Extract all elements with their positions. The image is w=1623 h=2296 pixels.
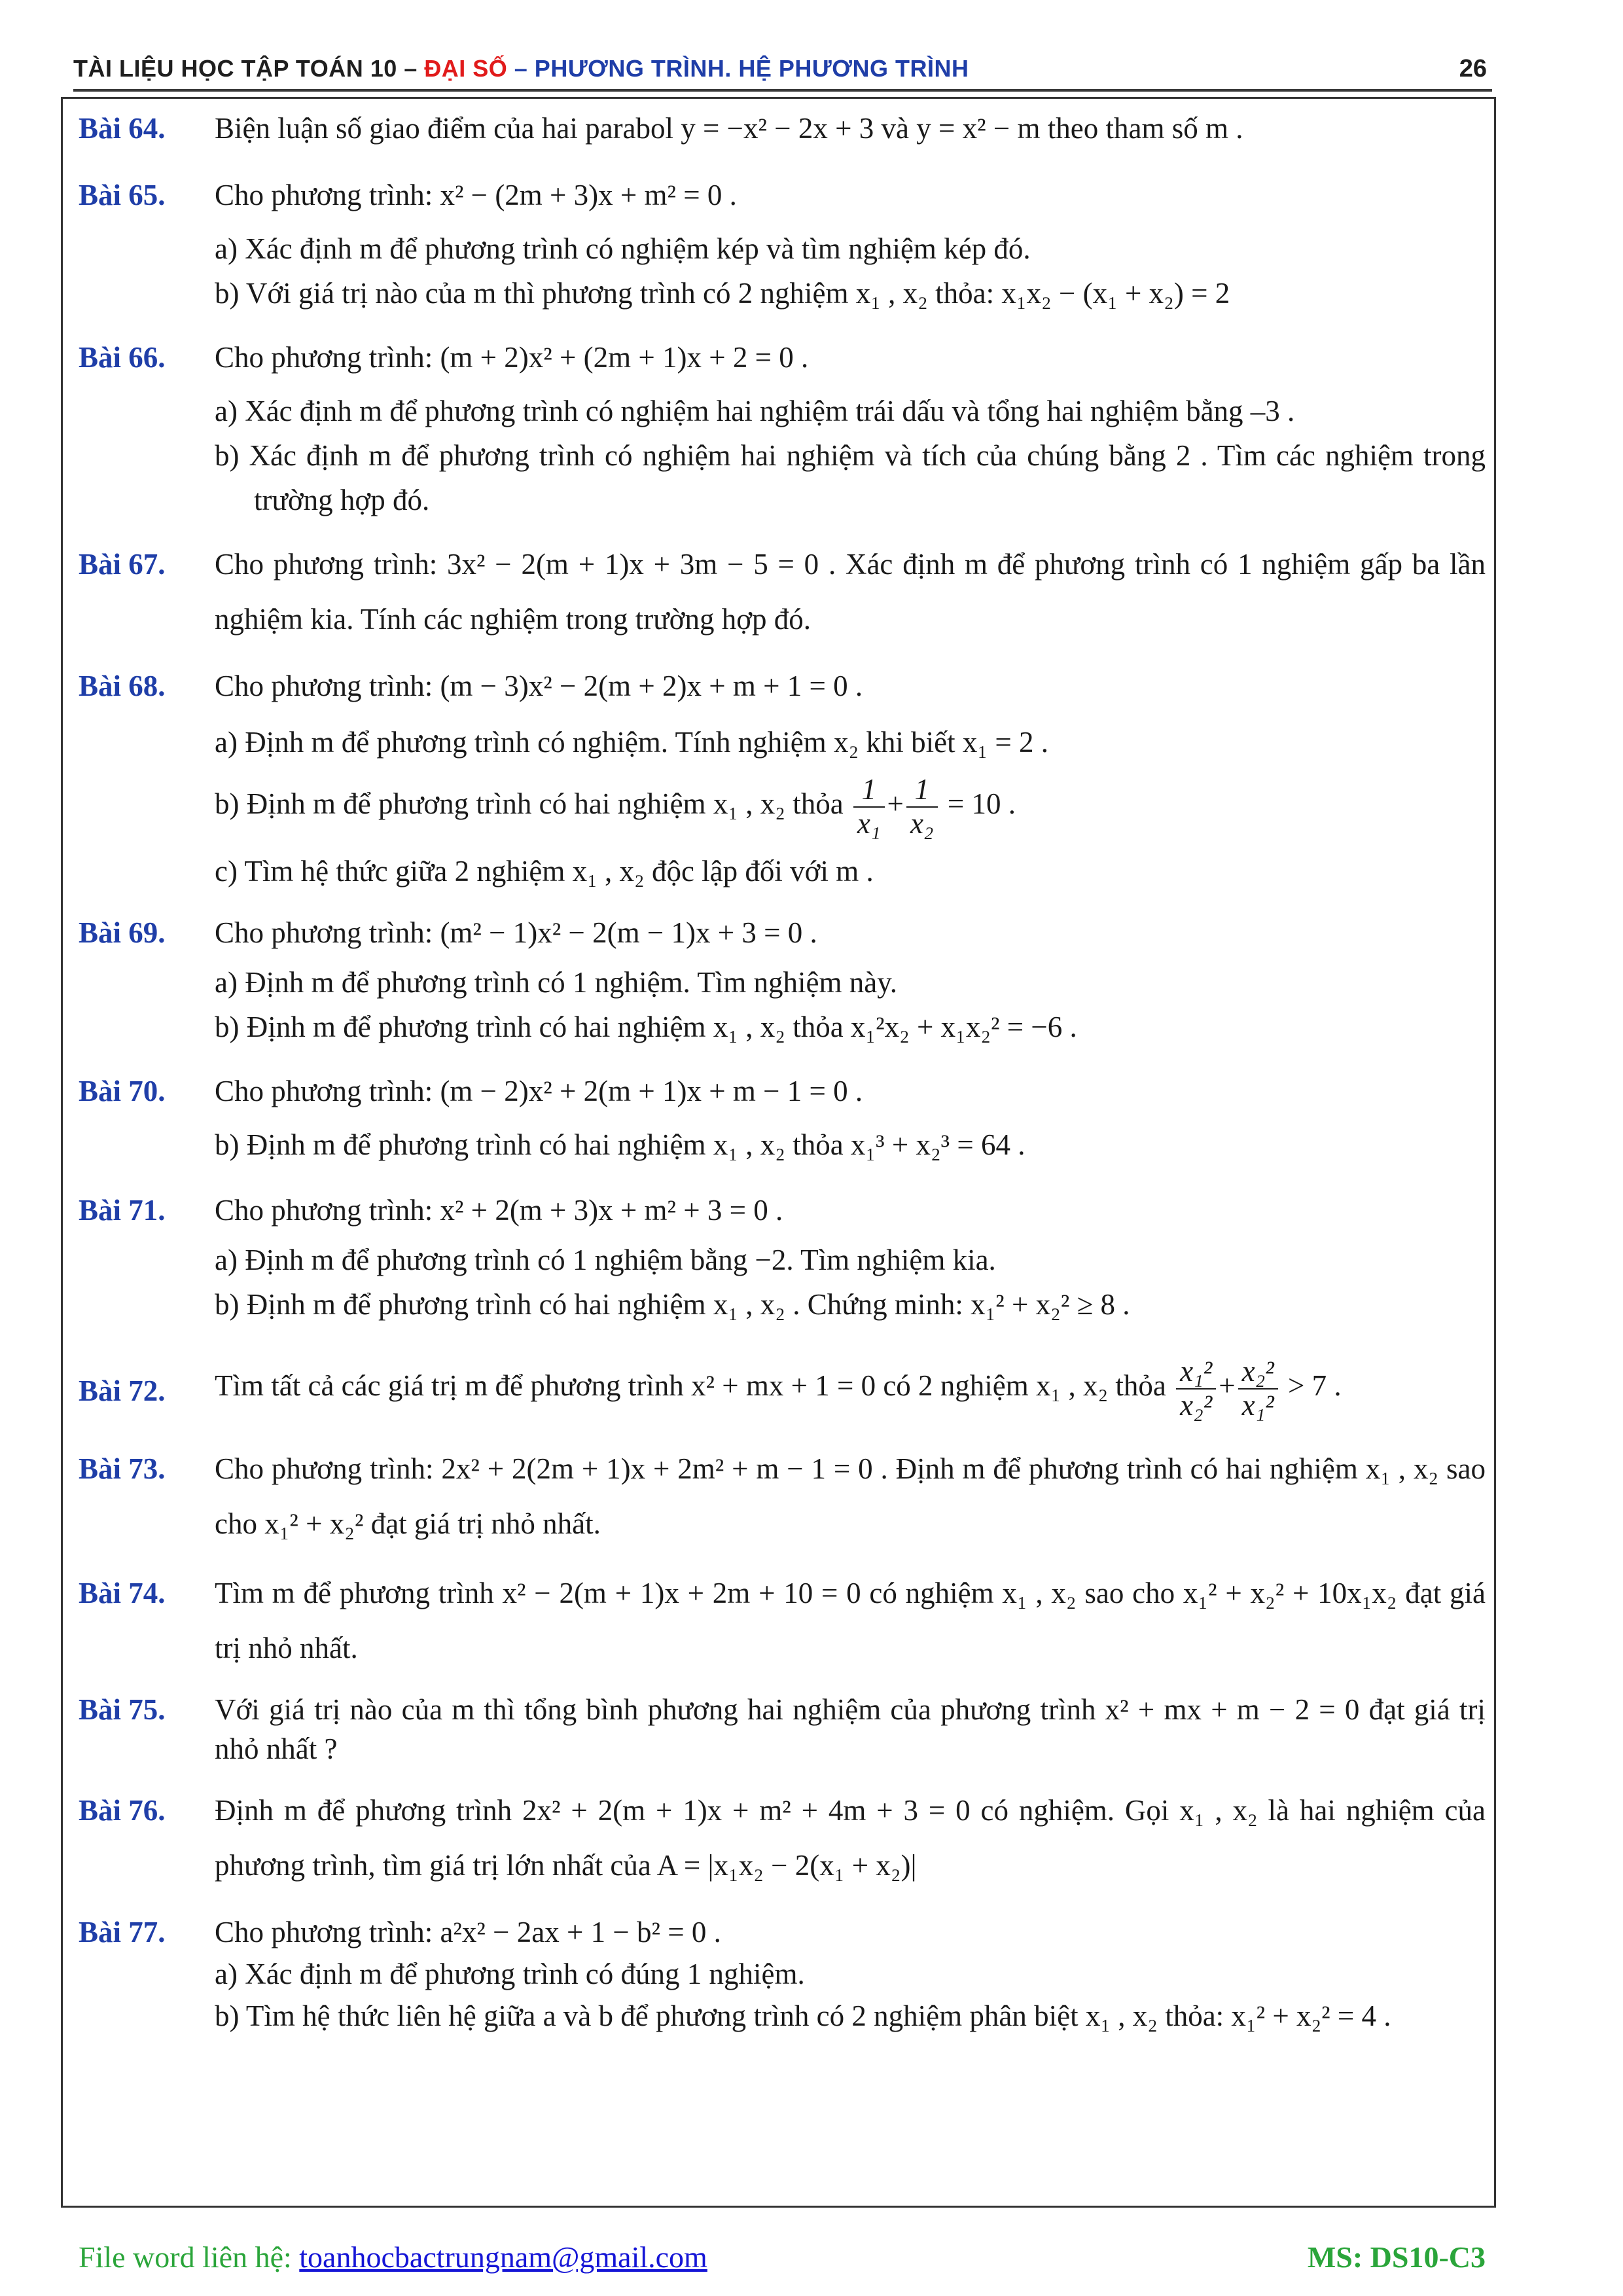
problem-part-b-text: b) Định m để phương trình có hai nghiệm x₁ , x₂ thỏa (215, 787, 851, 820)
document-code: MS: DS10-C3 (1307, 2240, 1486, 2274)
problem-77 (79, 1911, 1486, 2037)
problem-line: Cho phương trình: (m + 2)x² + (2m + 1)x + 2 = 0 . (215, 341, 809, 374)
fraction-numerator: 1 (906, 774, 938, 808)
problem-line: Cho phương trình: (m − 3)x² − 2(m + 2)x + m + 1 = 0 . (215, 670, 863, 702)
problem-body (215, 537, 1486, 647)
problem-number: Bài 68. (79, 670, 166, 702)
problem-number: Bài 73. (79, 1452, 166, 1485)
problem-number: Bài 77. (79, 1916, 166, 1948)
problem-part-b: b) Với giá trị nào của m thì phương trình có 2 nghiệm x₁ , x₂ thỏa: x₁x₂ − (x₁ + x₂) = 2 (215, 277, 1230, 310)
problem-75 (79, 1690, 1486, 1768)
equation-rhs: = 10 . (940, 787, 1016, 820)
problem-74 (79, 1566, 1486, 1676)
problem-body (215, 1355, 1486, 1422)
problem-part-c: c) Tìm hệ thức giữa 2 nghiệm x₁ , x₂ độc lập đối với m . (215, 855, 874, 888)
problem-number: Bài 67. (79, 548, 166, 581)
problem-70 (79, 1069, 1486, 1167)
problem-part-a: a) Xác định m để phương trình có nghiệm hai nghiệm trái dấu và tổng hai nghiệm bằng –3 . (215, 395, 1295, 427)
problem-65 (79, 173, 1486, 315)
problem-body (215, 1690, 1486, 1768)
problem-69 (79, 910, 1486, 1049)
fraction-numerator: x₂² (1238, 1355, 1278, 1390)
fraction-x1sq-over-x2sq (1176, 1355, 1216, 1422)
problem-number: Bài 71. (79, 1194, 166, 1227)
problem-76 (79, 1783, 1486, 1893)
problem-line: Cho phương trình: (m² − 1)x² − 2(m − 1)x + 3 = 0 . (215, 916, 817, 949)
page-number: 26 (1459, 55, 1487, 82)
problem-part-b: b) Định m để phương trình có hai nghiệm x₁ , x₂ thỏa x₁²x₂ + x₁x₂² = −6 . (215, 1011, 1077, 1043)
plus-sign: + (887, 787, 904, 820)
inequality-rhs: > 7 . (1280, 1369, 1342, 1402)
problem-part-a: a) Xác định m để phương trình có nghiệm kép và tìm nghiệm kép đó. (215, 232, 1031, 265)
problem-text: Tìm tất cả các giá trị m để phương trình x² + mx + 1 = 0 có 2 nghiệm x₁ , x₂ thỏa (215, 1369, 1174, 1402)
header-title-prefix: TÀI LIỆU HỌC TẬP TOÁN 10 – (73, 55, 425, 82)
header-divider (73, 89, 1492, 92)
problem-line: Cho phương trình: x² + 2(m + 3)x + m² + 3 = 0 . (215, 1194, 783, 1227)
problem-body (215, 910, 1486, 1049)
problem-line: Biện luận số giao điểm của hai parabol y = −x² − 2x + 3 và y = x² − m theo tham số m . (215, 112, 1243, 145)
problem-number: Bài 72. (79, 1374, 166, 1407)
problem-number: Bài 74. (79, 1577, 166, 1609)
problem-71 (79, 1188, 1486, 1327)
problem-73 (79, 1441, 1486, 1551)
problem-body (215, 1566, 1486, 1676)
fraction-denominator: x₁ (857, 806, 881, 840)
problem-list (79, 106, 1486, 2037)
fraction-denominator: x₂² (1180, 1388, 1213, 1422)
fraction-numerator: 1 (853, 774, 885, 808)
problem-body (215, 1441, 1486, 1551)
problem-line (215, 1355, 1486, 1422)
plus-sign: + (1219, 1369, 1236, 1402)
header-title (73, 55, 969, 82)
problem-line: Định m để phương trình 2x² + 2(m + 1)x + m² + 4m + 3 = 0 có nghiệm. Gọi x₁ , x₂ là hai nghiệm của phương trình, tìm giá trị lớn nhất của A = |x₁x₂ − 2(x₁ + x₂)| (215, 1794, 1486, 1882)
footer-contact-label: File word liên hệ: (79, 2240, 300, 2274)
problem-72 (79, 1355, 1486, 1422)
problem-body (215, 335, 1486, 522)
fraction-denominator: x₁² (1241, 1388, 1274, 1422)
problem-number: Bài 65. (79, 179, 166, 211)
fraction-1-over-x2 (906, 774, 938, 840)
problem-number: Bài 64. (79, 112, 166, 145)
problem-body (215, 1911, 1486, 2037)
problem-part-a: a) Định m để phương trình có 1 nghiệm. Tìm nghiệm này. (215, 966, 898, 999)
problem-part-a: a) Định m để phương trình có 1 nghiệm bằng −2. Tìm nghiệm kia. (215, 1244, 996, 1276)
page-footer (79, 2240, 1486, 2279)
problem-68 (79, 664, 1486, 893)
fraction-x2sq-over-x1sq (1238, 1355, 1278, 1422)
problem-body (215, 1783, 1486, 1893)
problem-number: Bài 69. (79, 916, 166, 949)
problem-part-b: b) Định m để phương trình có hai nghiệm x₁ , x₂ . Chứng minh: x₁² + x₂² ≥ 8 . (215, 1288, 1130, 1321)
fraction-denominator: x₂ (910, 806, 934, 840)
problem-line: Tìm m để phương trình x² − 2(m + 1)x + 2m + 10 = 0 có nghiệm x₁ , x₂ sao cho x₁² + x₂² + 10x₁x₂ đạt giá trị nhỏ nhất. (215, 1577, 1486, 1664)
problem-body (215, 1069, 1486, 1167)
fraction-numerator: x₁² (1176, 1355, 1216, 1390)
problem-part-b (215, 774, 1486, 840)
fraction-1-over-x1 (853, 774, 885, 840)
problem-part-b: b) Xác định m để phương trình có nghiệm hai nghiệm và tích của chúng bằng 2 . Tìm các nghiệm trong trường hợp đó. (215, 439, 1486, 516)
problem-line: Cho phương trình: 2x² + 2(2m + 1)x + 2m² + m − 1 = 0 . Định m để phương trình có hai nghiệm x₁ , x₂ sao cho x₁² + x₂² đạt giá trị nhỏ nhất. (215, 1452, 1486, 1540)
problem-line: Cho phương trình: 3x² − 2(m + 1)x + 3m − 5 = 0 . Xác định m để phương trình có 1 nghiệm gấp ba lần nghiệm kia. Tính các nghiệm trong trường hợp đó. (215, 548, 1486, 636)
problem-line: Cho phương trình: x² − (2m + 3)x + m² = 0 . (215, 179, 737, 211)
problem-67 (79, 537, 1486, 647)
problem-64 (79, 106, 1486, 151)
problem-line: Cho phương trình: a²x² − 2ax + 1 − b² = 0 . (215, 1916, 721, 1948)
problem-number: Bài 70. (79, 1075, 166, 1107)
problem-line: Với giá trị nào của m thì tổng bình phương hai nghiệm của phương trình x² + mx + m − 2 = 0 đạt giá trị nhỏ nhất ? (215, 1693, 1486, 1765)
problem-line: Cho phương trình: (m − 2)x² + 2(m + 1)x + m − 1 = 0 . (215, 1075, 863, 1107)
problem-number: Bài 76. (79, 1794, 166, 1827)
header-title-chapter: – PHƯƠNG TRÌNH. HỆ PHƯƠNG TRÌNH (507, 55, 969, 82)
header-title-topic: ĐẠI SỐ (424, 55, 508, 82)
problem-part-a: a) Định m để phương trình có nghiệm. Tính nghiệm x₂ khi biết x₁ = 2 . (215, 726, 1048, 759)
problem-body (215, 173, 1486, 315)
problem-66 (79, 335, 1486, 522)
problem-body (215, 106, 1486, 151)
problem-body (215, 664, 1486, 893)
problem-number: Bài 66. (79, 341, 166, 374)
footer-contact (79, 2240, 707, 2274)
problem-part-a: a) Xác định m để phương trình có đúng 1 nghiệm. (215, 1958, 805, 1990)
page-header (73, 51, 1492, 97)
problem-part-b: b) Định m để phương trình có hai nghiệm x₁ , x₂ thỏa x₁³ + x₂³ = 64 . (215, 1128, 1026, 1161)
problem-number: Bài 75. (79, 1693, 166, 1726)
problem-part-b: b) Tìm hệ thức liên hệ giữa a và b để phương trình có 2 nghiệm phân biệt x₁ , x₂ thỏa: x₁² + x₂² = 4 . (215, 2000, 1391, 2032)
footer-email-link[interactable]: toanhocbactrungnam@gmail.com (299, 2240, 707, 2274)
problem-body (215, 1188, 1486, 1327)
